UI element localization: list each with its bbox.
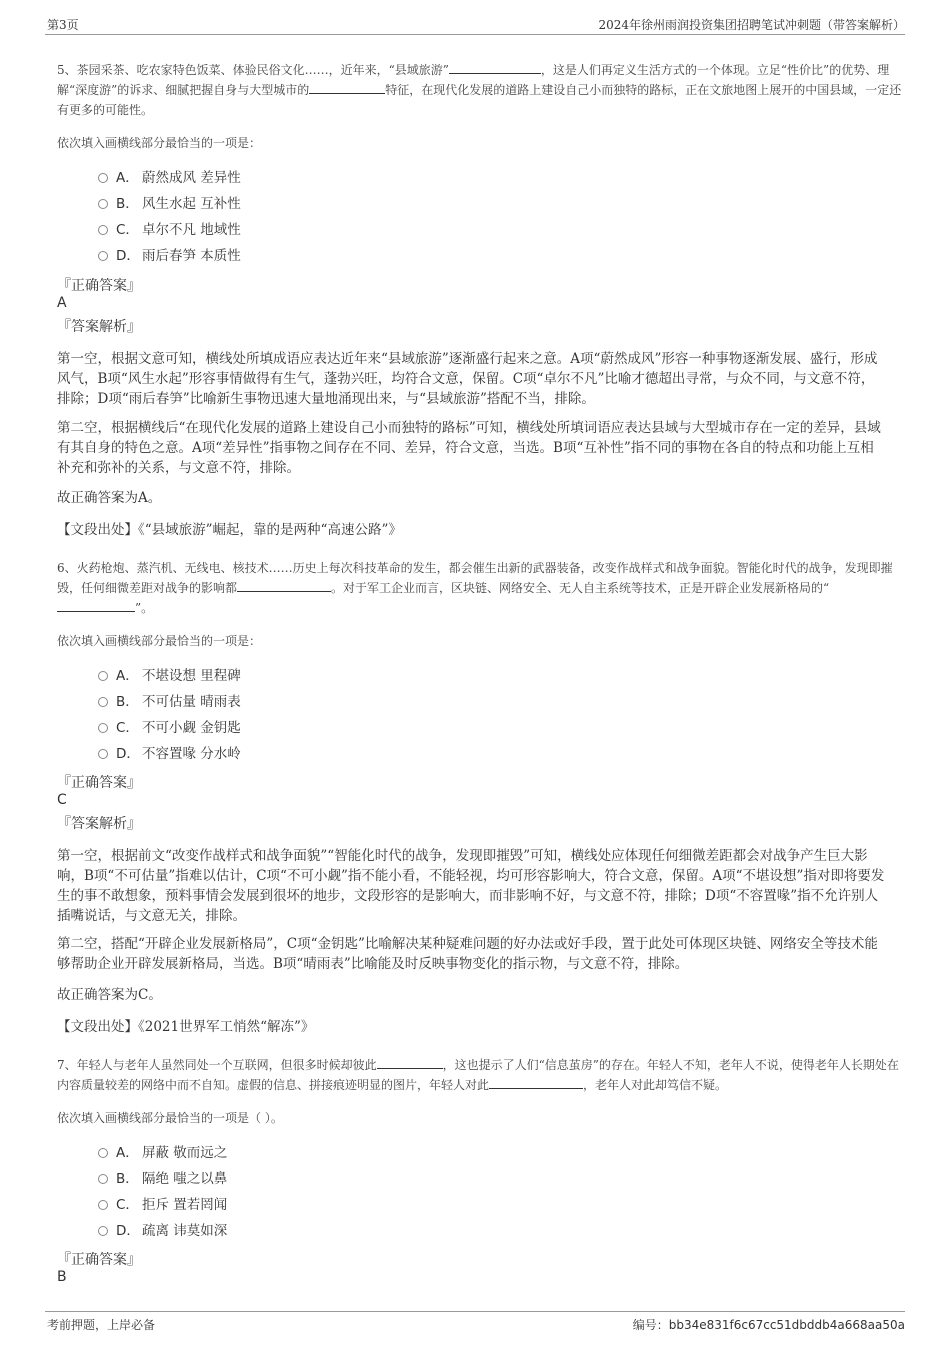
- q6-conclusion: 故正确答案为C。: [57, 987, 162, 1003]
- correct-answer-label: 『正确答案』: [57, 278, 141, 294]
- question-7-instruction: 依次填入画横线部分最恰当的一项是（ ）。: [57, 1111, 283, 1125]
- radio-icon[interactable]: [98, 697, 108, 707]
- q5-answer: A: [57, 295, 67, 311]
- correct-answer-label: 『正确答案』: [57, 775, 141, 791]
- q5-option-c[interactable]: C． 卓尔不凡 地域性: [98, 219, 241, 241]
- radio-icon[interactable]: [98, 173, 108, 183]
- radio-icon[interactable]: [98, 671, 108, 681]
- q7-option-b[interactable]: B． 隔绝 嗤之以鼻: [98, 1168, 227, 1190]
- q5-analysis-2: 第二空，根据横线后“在现代化发展的道路上建设自己小而独特的路标”可知，横线处所填词语应表达县域与大型城市存在一定的差异，县域有其自身的特色之意。A项“差异性”指事物之间存在不同、差异，符合文意，当选。B项“互补性”指不同的事物在各自的特点和功能上互相补充和弥补的关系，与文意不符，排除。: [57, 420, 881, 476]
- page-number: 第3页: [47, 18, 79, 32]
- q5-conclusion: 故正确答案为A。: [57, 490, 162, 506]
- q5-analysis-1: 第一空，根据文意可知，横线处所填成语应表达近年来“县域旅游”逐渐盛行起来之意。A项“蔚然成风”形容一种事物逐渐发展、盛行，形成风气，B项“风生水起”形容事情做得有生气，蓬勃兴旺，均符合文意，保留。C项“卓尔不凡”比喻才德超出寻常，与众不同，与文意不符，排除；D项“雨后春笋”比喻新生事物迅速大量地涌现出来，与“县域旅游”搭配不当，排除。: [57, 351, 878, 407]
- question-7-text: 7、年轻人与老年人虽然同处一个互联网，但很多时候却彼此 ，这也提示了人们“信息茧房”的存在。年轻人不知，老年人不说，使得老年人长期处在内容质量较差的网络中而不自知。虚假的信息、拼接痕迹明显的图片，年轻人对此 ，老年人对此却笃信不疑。: [57, 1058, 899, 1092]
- document-title: 2024年徐州雨润投资集团招聘笔试冲刺题（带答案解析）: [598, 18, 905, 32]
- q6-source: 【文段出处】《2021世界军工悄然“解冻”》: [57, 1019, 315, 1035]
- blank-line: [449, 61, 541, 74]
- q5-source: 【文段出处】《“县域旅游”崛起，靠的是两种“高速公路”》: [57, 522, 402, 538]
- q6-option-a[interactable]: A． 不堪设想 里程碑: [98, 665, 241, 687]
- radio-icon[interactable]: [98, 251, 108, 261]
- radio-icon[interactable]: [98, 723, 108, 733]
- blank-line: [489, 1076, 583, 1089]
- q5-option-a[interactable]: A． 蔚然成风 差异性: [98, 167, 241, 189]
- blank-line: [309, 81, 385, 94]
- q6-option-c[interactable]: C． 不可小觑 金钥匙: [98, 717, 241, 739]
- radio-icon[interactable]: [98, 1226, 108, 1236]
- question-5-text: 5、茶园采茶、吃农家特色饭菜、体验民俗文化……，近年来，“县域旅游” ，这是人们再定义生活方式的一个体现。立足“性价比”的优势、理解“深度游”的诉求、细腻把握自身与大型城市的 特征，在现代化发展的道路上建设自己小而独特的路标，正在文旅地图上展开的中国县域，一定还有更多的可能性。: [57, 63, 902, 117]
- q5-option-d[interactable]: D． 雨后春笋 本质性: [98, 245, 241, 267]
- analysis-label: 『答案解析』: [57, 816, 141, 832]
- q6-analysis-1: 第一空，根据前文“改变作战样式和战争面貌”“智能化时代的战争，发现即摧毁”可知，横线处应体现任何细微差距都会对战争产生巨大影响，B项“不可估量”指难以估计，C项“不可小觑”指不能小看，不能轻视，均可形容影响大，符合文意，保留。A项“不堪设想”指对即将要发生的事不敢想象，预料事情会发展到很坏的地步，文段形容的是影响大，而非影响不好，与文意不符，排除；D项“不容置喙”指不允许别人插嘴说话，与文意无关，排除。: [57, 848, 885, 924]
- correct-answer-label: 『正确答案』: [57, 1252, 141, 1268]
- radio-icon[interactable]: [98, 1174, 108, 1184]
- q5-option-b[interactable]: B． 风生水起 互补性: [98, 193, 241, 215]
- blank-line: [57, 599, 135, 612]
- document-code: 编号：bb34e831f6c67cc51dbddb4a668aa50a: [632, 1318, 905, 1332]
- question-6-text: 6、火药枪炮、蒸汽机、无线电、核技术……历史上每次科技革命的发生，都会催生出新的武器装备，改变作战样式和战争面貌。智能化时代的战争，发现即摧毁，任何细微差距对战争的影响都 。对于军工企业而言，区块链、网络安全、无人自主系统等技术，正是开辟企业发展新格局的“”。: [57, 561, 893, 615]
- q6-answer: C: [57, 792, 67, 808]
- radio-icon[interactable]: [98, 1148, 108, 1158]
- q7-option-d[interactable]: D． 疏离 讳莫如深: [98, 1220, 227, 1242]
- q7-answer: B: [57, 1269, 67, 1285]
- q6-option-b[interactable]: B． 不可估量 晴雨表: [98, 691, 241, 713]
- blank-line: [237, 579, 331, 592]
- radio-icon[interactable]: [98, 749, 108, 759]
- footer-slogan: 考前押题，上岸必备: [47, 1318, 156, 1332]
- question-5-instruction: 依次填入画横线部分最恰当的一项是：: [57, 136, 262, 150]
- analysis-label: 『答案解析』: [57, 319, 141, 335]
- page-header: [45, 12, 905, 35]
- q7-option-a[interactable]: A． 屏蔽 敬而远之: [98, 1142, 227, 1164]
- q6-analysis-2: 第二空，搭配“开辟企业发展新格局”，C项“金钥匙”比喻解决某种疑难问题的好办法或好手段，置于此处可体现区块链、网络安全等技术能够帮助企业开辟发展新格局，当选。B项“晴雨表”比喻能及时反映事物变化的指示物，与文意不符，排除。: [57, 936, 878, 972]
- radio-icon[interactable]: [98, 1200, 108, 1210]
- radio-icon[interactable]: [98, 199, 108, 209]
- question-6-instruction: 依次填入画横线部分最恰当的一项是：: [57, 634, 262, 648]
- blank-line: [377, 1056, 443, 1069]
- q6-option-d[interactable]: D． 不容置喙 分水岭: [98, 743, 241, 765]
- radio-icon[interactable]: [98, 225, 108, 235]
- q7-option-c[interactable]: C． 拒斥 置若罔闻: [98, 1194, 227, 1216]
- page-footer: [45, 1311, 905, 1332]
